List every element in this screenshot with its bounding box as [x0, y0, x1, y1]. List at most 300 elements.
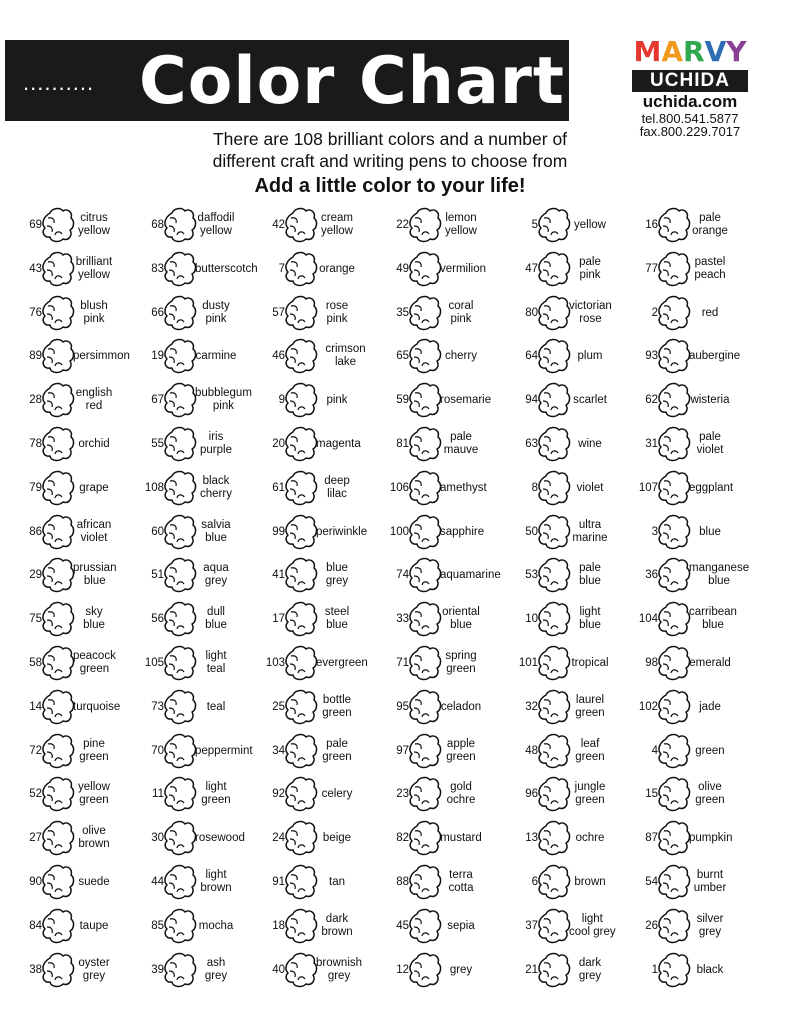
- color-swatch-item: [122, 731, 254, 771]
- color-number: 101: [518, 657, 538, 669]
- swatch-blob-icon: [284, 514, 318, 550]
- color-number: 42: [272, 219, 285, 231]
- color-swatch-item: [616, 950, 748, 990]
- color-name: orchid: [78, 437, 110, 450]
- color-name: emerald: [689, 656, 731, 669]
- color-number: 37: [525, 920, 538, 932]
- swatch-blob-icon: [657, 338, 691, 374]
- color-name: light brown: [200, 869, 232, 894]
- swatch-blob-icon: [41, 733, 75, 769]
- color-name: olive brown: [78, 825, 110, 850]
- swatch-blob-icon: [163, 295, 197, 331]
- color-number: 82: [396, 832, 409, 844]
- swatch-blob-icon: [163, 557, 197, 593]
- color-number: 99: [272, 526, 285, 538]
- color-swatch-item: [367, 249, 499, 289]
- color-number: 43: [29, 263, 42, 275]
- color-name: sky blue: [83, 606, 105, 631]
- color-number: 45: [396, 920, 409, 932]
- color-number: 98: [645, 657, 658, 669]
- swatch-blob-icon: [537, 645, 571, 681]
- color-swatch-item: [616, 424, 748, 464]
- color-swatch-item: [616, 468, 748, 508]
- color-name: african violet: [76, 519, 112, 544]
- color-name: pumpkin: [689, 831, 733, 844]
- color-swatch-item: [243, 643, 375, 683]
- color-name: lemon yellow: [445, 212, 477, 237]
- swatch-blob-icon: [284, 776, 318, 812]
- color-number: 21: [525, 964, 538, 976]
- color-name: olive green: [695, 781, 725, 806]
- swatch-blob-icon: [537, 908, 571, 944]
- swatch-blob-icon: [408, 820, 442, 856]
- color-number: 67: [151, 394, 164, 406]
- color-number: 81: [396, 438, 409, 450]
- color-name: red: [701, 306, 719, 319]
- color-swatch-item: [367, 555, 499, 595]
- color-swatch-item: [496, 380, 628, 420]
- swatch-blob-icon: [284, 338, 318, 374]
- color-name: beige: [322, 831, 352, 844]
- color-name: manganese blue: [689, 562, 750, 587]
- swatch-blob-icon: [284, 864, 318, 900]
- color-name: citrus yellow: [78, 212, 110, 237]
- color-name: apple green: [446, 738, 476, 763]
- color-swatch-item: [496, 687, 628, 727]
- color-swatch-item: [243, 205, 375, 245]
- color-swatch-item: [122, 336, 254, 376]
- color-swatch-item: [0, 336, 132, 376]
- color-swatch-grid: [0, 200, 792, 1000]
- swatch-blob-icon: [657, 864, 691, 900]
- swatch-blob-icon: [537, 733, 571, 769]
- swatch-blob-icon: [537, 251, 571, 287]
- color-number: 102: [638, 701, 658, 713]
- color-number: 74: [396, 569, 409, 581]
- color-number: 96: [525, 788, 538, 800]
- color-number: 12: [396, 964, 409, 976]
- color-swatch-item: [616, 906, 748, 946]
- swatch-blob-icon: [284, 295, 318, 331]
- color-name: grey: [449, 963, 473, 976]
- color-swatch-item: [367, 862, 499, 902]
- color-number: 73: [151, 701, 164, 713]
- color-name: brown: [574, 875, 606, 888]
- color-swatch-item: [0, 862, 132, 902]
- color-swatch-item: [496, 512, 628, 552]
- color-number: 20: [272, 438, 285, 450]
- color-number: 70: [151, 745, 164, 757]
- swatch-blob-icon: [657, 645, 691, 681]
- color-name: deep lilac: [324, 475, 350, 500]
- color-name: brilliant yellow: [75, 256, 113, 281]
- color-swatch-item: [0, 293, 132, 333]
- color-swatch-item: [122, 468, 254, 508]
- color-number: 24: [272, 832, 285, 844]
- color-name: coral pink: [448, 300, 474, 325]
- color-number: 18: [272, 920, 285, 932]
- color-number: 92: [272, 788, 285, 800]
- color-swatch-item: [616, 599, 748, 639]
- color-name: plum: [577, 349, 603, 362]
- swatch-blob-icon: [408, 295, 442, 331]
- color-swatch-item: [616, 249, 748, 289]
- logo-letter: M: [633, 35, 662, 68]
- color-number: 15: [645, 788, 658, 800]
- color-swatch-item: [367, 818, 499, 858]
- color-swatch-item: [122, 862, 254, 902]
- color-number: 65: [396, 350, 409, 362]
- swatch-blob-icon: [163, 645, 197, 681]
- color-number: 71: [396, 657, 409, 669]
- color-number: 6: [531, 876, 538, 888]
- intro-line-1: There are 108 brilliant colors and a number of: [212, 129, 568, 149]
- color-name: rosewood: [195, 831, 245, 844]
- color-swatch-item: [0, 906, 132, 946]
- swatch-blob-icon: [284, 470, 318, 506]
- swatch-blob-icon: [537, 557, 571, 593]
- color-name: rosemarie: [440, 393, 492, 406]
- color-name: magenta: [316, 437, 361, 450]
- color-name: black: [696, 963, 724, 976]
- color-name: pale green: [322, 738, 352, 763]
- color-name: cherry: [445, 349, 477, 362]
- color-swatch-item: [496, 468, 628, 508]
- swatch-blob-icon: [284, 820, 318, 856]
- color-number: 34: [272, 745, 285, 757]
- color-name: peppermint: [195, 744, 253, 757]
- color-name: wisteria: [690, 393, 730, 406]
- color-swatch-item: [122, 599, 254, 639]
- color-name: sapphire: [440, 525, 485, 538]
- color-name: amethyst: [440, 481, 487, 494]
- color-swatch-item: [243, 906, 375, 946]
- swatch-blob-icon: [537, 689, 571, 725]
- color-number: 78: [29, 438, 42, 450]
- tagline: Add a little color to your life!: [254, 175, 526, 197]
- color-name: dark brown: [321, 913, 353, 938]
- swatch-blob-icon: [657, 776, 691, 812]
- color-name: iris purple: [200, 431, 232, 456]
- color-number: 87: [645, 832, 658, 844]
- swatch-blob-icon: [41, 864, 75, 900]
- swatch-blob-icon: [163, 470, 197, 506]
- color-name: blue grey: [325, 562, 349, 587]
- color-swatch-item: [367, 205, 499, 245]
- color-number: 29: [29, 569, 42, 581]
- color-name: brownish grey: [316, 957, 363, 982]
- color-number: 16: [645, 219, 658, 231]
- color-swatch-item: [496, 731, 628, 771]
- swatch-blob-icon: [657, 251, 691, 287]
- swatch-blob-icon: [284, 908, 318, 944]
- color-number: 36: [645, 569, 658, 581]
- color-name: burnt umber: [693, 869, 727, 894]
- swatch-blob-icon: [41, 689, 75, 725]
- color-name: aubergine: [689, 349, 741, 362]
- color-name: sepia: [447, 919, 475, 932]
- color-number: 33: [396, 613, 409, 625]
- color-number: 106: [389, 482, 409, 494]
- swatch-blob-icon: [657, 295, 691, 331]
- swatch-blob-icon: [163, 514, 197, 550]
- color-name: violet: [576, 481, 604, 494]
- color-number: 26: [645, 920, 658, 932]
- color-number: 49: [396, 263, 409, 275]
- color-number: 51: [151, 569, 164, 581]
- color-number: 44: [151, 876, 164, 888]
- color-number: 10: [525, 613, 538, 625]
- color-name: blue: [699, 525, 721, 538]
- color-name: tropical: [571, 656, 609, 669]
- banner-dots: ..........: [23, 70, 95, 95]
- swatch-blob-icon: [537, 295, 571, 331]
- color-number: 107: [638, 482, 658, 494]
- color-swatch-item: [616, 512, 748, 552]
- color-swatch-item: [616, 862, 748, 902]
- color-name: mustard: [440, 831, 482, 844]
- swatch-blob-icon: [163, 952, 197, 988]
- color-swatch-item: [496, 336, 628, 376]
- color-number: 64: [525, 350, 538, 362]
- color-swatch-item: [0, 818, 132, 858]
- color-number: 54: [645, 876, 658, 888]
- color-swatch-item: [122, 774, 254, 814]
- color-name: mocha: [198, 919, 234, 932]
- color-name: bottle green: [322, 694, 352, 719]
- color-name: steel blue: [324, 606, 350, 631]
- swatch-blob-icon: [284, 251, 318, 287]
- swatch-blob-icon: [41, 207, 75, 243]
- color-swatch-item: [496, 599, 628, 639]
- color-name: scarlet: [573, 393, 607, 406]
- color-name: suede: [78, 875, 110, 888]
- color-name: carmine: [195, 349, 237, 362]
- swatch-blob-icon: [537, 207, 571, 243]
- color-name: pastel peach: [694, 256, 726, 281]
- swatch-blob-icon: [657, 733, 691, 769]
- swatch-blob-icon: [163, 689, 197, 725]
- color-name: prussian blue: [73, 562, 117, 587]
- swatch-blob-icon: [163, 382, 197, 418]
- color-name: leaf green: [575, 738, 605, 763]
- color-number: 7: [278, 263, 285, 275]
- color-swatch-item: [243, 818, 375, 858]
- color-name: jade: [699, 700, 721, 713]
- color-swatch-item: [367, 906, 499, 946]
- color-name: yellow: [574, 218, 606, 231]
- color-swatch-item: [243, 336, 375, 376]
- logo-letter: A: [661, 35, 684, 68]
- color-swatch-item: [496, 643, 628, 683]
- color-swatch-item: [367, 599, 499, 639]
- website-url: uchida.com: [642, 92, 738, 111]
- color-number: 61: [272, 482, 285, 494]
- color-number: 90: [29, 876, 42, 888]
- color-swatch-item: [496, 862, 628, 902]
- swatch-blob-icon: [537, 470, 571, 506]
- color-number: 100: [389, 526, 409, 538]
- color-swatch-item: [616, 687, 748, 727]
- color-name: evergreen: [316, 656, 368, 669]
- color-swatch-item: [367, 643, 499, 683]
- swatch-blob-icon: [41, 295, 75, 331]
- color-name: pink: [326, 393, 348, 406]
- color-swatch-item: [0, 950, 132, 990]
- color-swatch-item: [616, 205, 748, 245]
- logo-letter: R: [683, 35, 705, 68]
- color-number: 85: [151, 920, 164, 932]
- swatch-blob-icon: [408, 864, 442, 900]
- color-swatch-item: [0, 731, 132, 771]
- color-number: 89: [29, 350, 42, 362]
- swatch-blob-icon: [163, 251, 197, 287]
- swatch-blob-icon: [408, 601, 442, 637]
- color-name: turquoise: [73, 700, 121, 713]
- color-name: dusty pink: [202, 300, 230, 325]
- color-swatch-item: [496, 818, 628, 858]
- swatch-blob-icon: [41, 426, 75, 462]
- color-name: periwinkle: [316, 525, 368, 538]
- swatch-blob-icon: [284, 645, 318, 681]
- color-swatch-item: [0, 424, 132, 464]
- color-swatch-item: [0, 687, 132, 727]
- swatch-blob-icon: [408, 733, 442, 769]
- color-number: 95: [396, 701, 409, 713]
- color-name: taupe: [79, 919, 109, 932]
- color-name: pine green: [79, 738, 109, 763]
- color-swatch-item: [243, 774, 375, 814]
- color-swatch-item: [616, 380, 748, 420]
- color-name: wine: [578, 437, 602, 450]
- color-name: oyster grey: [78, 957, 110, 982]
- color-name: aquamarine: [440, 568, 501, 581]
- swatch-blob-icon: [657, 207, 691, 243]
- color-swatch-item: [367, 774, 499, 814]
- color-name: crimson lake: [325, 343, 366, 368]
- color-name: aqua grey: [203, 562, 229, 587]
- color-number: 83: [151, 263, 164, 275]
- color-name: cream yellow: [321, 212, 353, 237]
- color-name: spring green: [445, 650, 477, 675]
- color-name: carribean blue: [689, 606, 737, 631]
- swatch-blob-icon: [537, 776, 571, 812]
- color-name: peacock green: [73, 650, 116, 675]
- color-number: 104: [638, 613, 658, 625]
- swatch-blob-icon: [657, 689, 691, 725]
- swatch-blob-icon: [284, 207, 318, 243]
- color-swatch-item: [616, 731, 748, 771]
- color-number: 5: [531, 219, 538, 231]
- color-swatch-item: [616, 336, 748, 376]
- swatch-blob-icon: [41, 952, 75, 988]
- swatch-blob-icon: [41, 382, 75, 418]
- color-name: silver grey: [696, 913, 724, 938]
- color-number: 17: [272, 613, 285, 625]
- color-name: celadon: [440, 700, 482, 713]
- color-swatch-item: [122, 249, 258, 289]
- color-name: teal: [206, 700, 226, 713]
- swatch-blob-icon: [408, 557, 442, 593]
- color-swatch-item: [243, 424, 375, 464]
- color-swatch-item: [243, 512, 375, 552]
- swatch-blob-icon: [163, 207, 197, 243]
- color-swatch-item: [122, 205, 254, 245]
- color-number: 14: [29, 701, 42, 713]
- color-number: 97: [396, 745, 409, 757]
- color-swatch-item: [496, 950, 628, 990]
- swatch-blob-icon: [537, 820, 571, 856]
- swatch-blob-icon: [408, 382, 442, 418]
- color-number: 31: [645, 438, 658, 450]
- color-swatch-item: [243, 599, 375, 639]
- color-name: light cool grey: [569, 913, 616, 938]
- color-number: 48: [525, 745, 538, 757]
- color-number: 75: [29, 613, 42, 625]
- color-number: 22: [396, 219, 409, 231]
- color-name: pale mauve: [443, 431, 479, 456]
- color-swatch-item: [0, 774, 132, 814]
- swatch-blob-icon: [41, 251, 75, 287]
- swatch-blob-icon: [41, 601, 75, 637]
- swatch-blob-icon: [163, 776, 197, 812]
- color-number: 3: [651, 526, 658, 538]
- color-number: 35: [396, 307, 409, 319]
- color-name: dull blue: [205, 606, 227, 631]
- swatch-blob-icon: [284, 689, 318, 725]
- color-number: 19: [151, 350, 164, 362]
- color-number: 28: [29, 394, 42, 406]
- color-number: 86: [29, 526, 42, 538]
- color-number: 56: [151, 613, 164, 625]
- color-swatch-item: [243, 731, 375, 771]
- color-number: 79: [29, 482, 42, 494]
- swatch-blob-icon: [537, 514, 571, 550]
- color-number: 57: [272, 307, 285, 319]
- color-swatch-item: [616, 643, 748, 683]
- color-name: persimmon: [73, 349, 130, 362]
- color-number: 88: [396, 876, 409, 888]
- swatch-blob-icon: [41, 338, 75, 374]
- color-swatch-item: [122, 687, 254, 727]
- color-name: terra cotta: [448, 869, 474, 894]
- color-name: ash grey: [204, 957, 228, 982]
- color-name: daffodil yellow: [197, 212, 235, 237]
- color-swatch-item: [243, 380, 375, 420]
- swatch-blob-icon: [41, 908, 75, 944]
- color-name: pale pink: [579, 256, 601, 281]
- color-name: pale blue: [579, 562, 601, 587]
- swatch-blob-icon: [657, 820, 691, 856]
- color-swatch-item: [367, 336, 499, 376]
- color-name: gold ochre: [446, 781, 476, 806]
- color-number: 63: [525, 438, 538, 450]
- color-number: 40: [272, 964, 285, 976]
- color-swatch-item: [243, 468, 375, 508]
- swatch-blob-icon: [284, 557, 318, 593]
- color-number: 80: [525, 307, 538, 319]
- color-swatch-item: [0, 468, 132, 508]
- page-title: Color Chart: [139, 44, 565, 119]
- color-swatch-item: [122, 906, 254, 946]
- color-number: 62: [645, 394, 658, 406]
- color-number: 55: [151, 438, 164, 450]
- swatch-blob-icon: [408, 952, 442, 988]
- intro-line-2: different craft and writing pens to choose from: [212, 151, 568, 171]
- color-name: light blue: [579, 606, 601, 631]
- color-number: 58: [29, 657, 42, 669]
- color-number: 59: [396, 394, 409, 406]
